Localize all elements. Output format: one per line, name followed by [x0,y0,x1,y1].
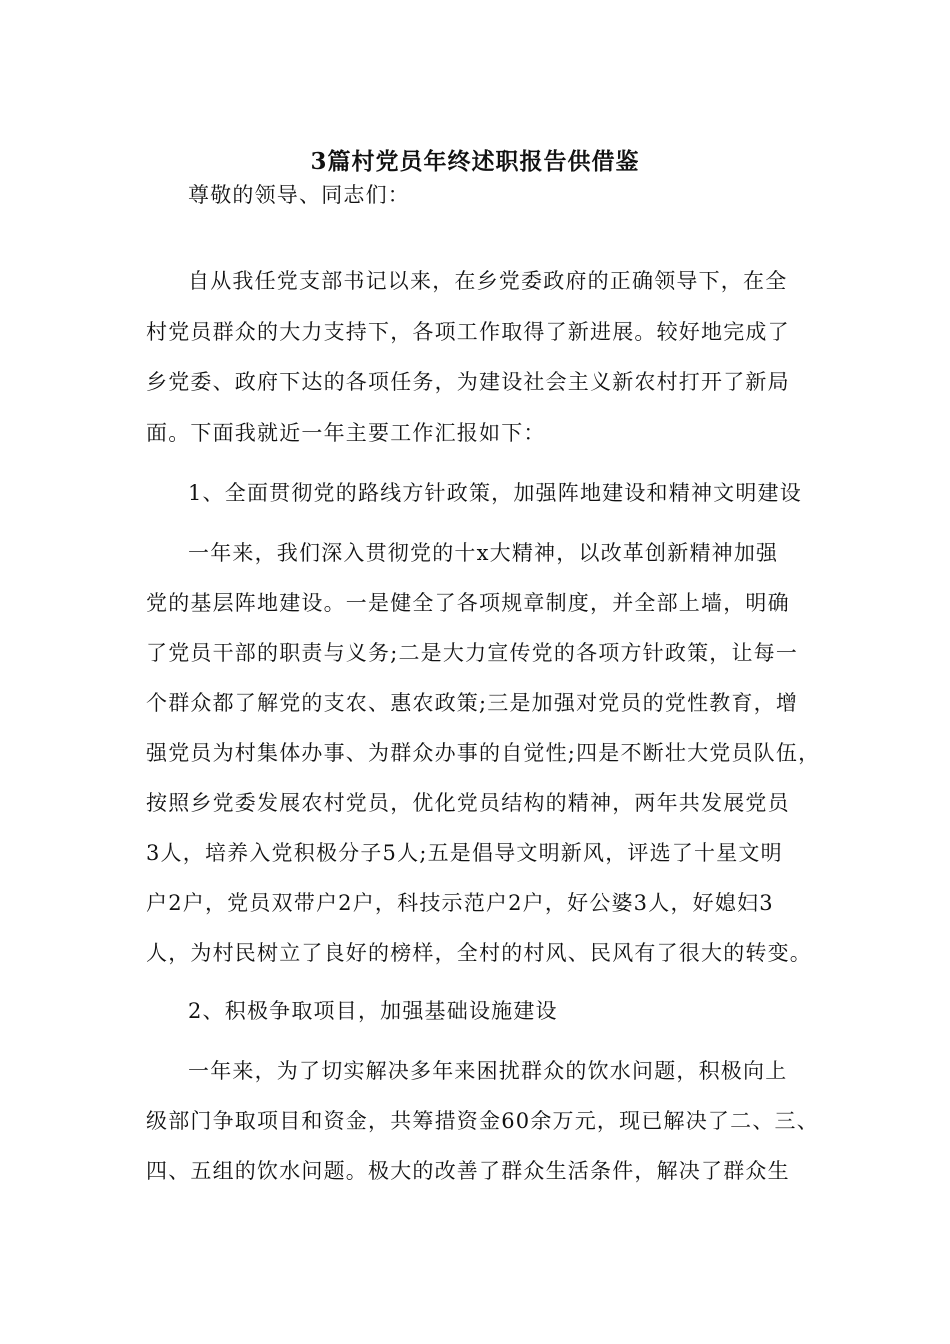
paragraph-line: 人，为村民树立了良好的榜样，全村的村风、民风有了很大的转变。 [146,941,812,965]
paragraph-line: 自从我任党支部书记以来，在乡党委政府的正确领导下，在全 [188,269,788,293]
salutation: 尊敬的领导、同志们： [188,183,410,207]
paragraph-line: 村党员群众的大力支持下，各项工作取得了新进展。较好地完成了 [146,320,790,344]
document-title: 3篇村党员年终述职报告供借鉴 [310,148,640,175]
paragraph-line: 一年来，为了切实解决多年来困扰群众的饮水问题，积极向上 [188,1059,788,1083]
paragraph-line: 3人，培养入党积极分子5人;五是倡导文明新风，评选了十星文明 [146,841,783,865]
paragraph-line: 乡党委、政府下达的各项任务，为建设社会主义新农村打开了新局 [146,370,790,394]
paragraph-line: 个群众都了解党的支农、惠农政策;三是加强对党员的党性教育，增 [146,691,799,715]
section-heading: 1、全面贯彻党的路线方针政策，加强阵地建设和精神文明建设 [188,481,802,505]
paragraph-line: 按照乡党委发展农村党员，优化党员结构的精神，两年共发展党员 [146,791,790,815]
paragraph-line: 了党员干部的职责与义务;二是大力宣传党的各项方针政策，让每一 [146,641,799,665]
paragraph-line: 党的基层阵地建设。一是健全了各项规章制度，并全部上墙，明确 [146,591,790,615]
paragraph-line: 四、五组的饮水问题。极大的改善了群众生活条件，解决了群众生 [146,1159,790,1183]
section-heading: 2、积极争取项目，加强基础设施建设 [188,999,558,1023]
paragraph-line: 面。下面我就近一年主要工作汇报如下： [146,421,546,445]
paragraph-line: 强党员为村集体办事、为群众办事的自觉性;四是不断壮大党员队伍， [146,741,821,765]
paragraph-line: 级部门争取项目和资金，共筹措资金60余万元，现已解决了二、三、 [146,1109,819,1133]
paragraph-line: 一年来，我们深入贯彻党的十x大精神，以改革创新精神加强 [188,541,779,565]
paragraph-line: 户2户，党员双带户2户，科技示范户2户，好公婆3人，好媳妇3 [146,891,774,915]
